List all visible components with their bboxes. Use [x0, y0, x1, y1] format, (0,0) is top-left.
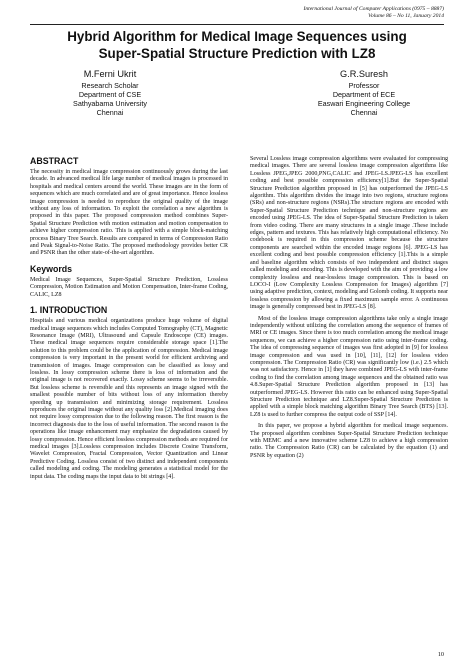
- page-number: 10: [437, 651, 444, 658]
- left-column: [30, 156, 228, 485]
- introduction-text: Hospitals and various medical organizations produce huge volume of digital medical image sequences which includes Computed Tomography (CT), Magnetic Resonance Image (MRI), Ultrasound and Capsule Endoscope (CE) images. These medical image sequences require considerable storage space [1].The solution to this problem could be the application of compression. Medical image compression is very important in the present world for efficient archiving and transmission of images. Image compression can be classified as lossy and lossless. In lossy compression scheme there is loss of information and the original image is not recovered exactly. Lossy scheme seems to be irreversible. But lossless scheme is reversible and this represents an image signed with the smallest possible number of bits without loss of any information thereby speeding up transmission and minimizing storage requirement. Lossless reproduces the original image without any quality loss [2].Medical imaging does not require lossy compression due to the following reason. The first reason is the incorrect diagnosis due to the loss of useful information. The second reason is the operations like image enhancement may emphasize the degradations caused by lossy compression. Hence efficient lossless compression methods are required for medical images [3].Lossless compression includes Discrete Cosine Transform, Wavelet Compression, Fractal Compression, Vector Quantization and Linear Predictive Coding. Lossless consist of two distinct and independent components called modeling and coding. The modeling generates a statistical model for the input data. The coding maps the input data to bit strings [4].: [30, 318, 228, 480]
- author-role: Professor: [348, 80, 380, 90]
- abstract-text: The necessity in medical image compression continuously grows during the last decade. In advanced medical life large number of medical images is processed in hospitals and medical centers around the world. These images are in the form of sequences which are much correlated and are of great importance. Hence lossless image compression is needed to reproduce the original quality of the image without any loss of information. To exploit the correlation a new algorithm is proposed in this paper. The proposed compression method combines Super-Spatial Structure Prediction with motion estimation and motion compensation to achieve higher compression ratio. This is applied with a simple block-matching process Binary Tree Search. Results are compared in terms of Compression Ratio and Peak Signal-to-Noise Ratio. The proposed methodology provides better CR and PSNR than the other state-of-the-art algorithm.: [30, 169, 228, 257]
- journal-volume: Volume 86 – No 11, January 2014: [368, 13, 444, 19]
- author-city: Chennai: [350, 108, 378, 118]
- author-organization: Sathyabama University: [73, 98, 147, 108]
- author-block-1: [30, 69, 190, 117]
- author-role: Research Scholar: [81, 80, 139, 90]
- header-rule: [30, 24, 444, 25]
- keywords-text: Medical Image Sequences, Super-Spatial Structure Prediction, Lossless Compression, Motion Estimation and Motion Compensation, Inter-frame Coding, CALIC, LZ8: [30, 276, 228, 298]
- body-paragraph: In this paper, we propose a hybrid algorithm for medical image sequences. The proposed algorithm combines Super-Spatial Structure Prediction technique with MEMC and a new innovative scheme LZ8 to achieve a high compression ratio. The Compression Ratio (CR) can be calculated by the equation (1) and PSNR by equation (2): [250, 423, 448, 459]
- author-organization: Easwari Engineering College: [317, 98, 411, 108]
- author-city: Chennai: [96, 108, 124, 118]
- journal-header: [303, 6, 444, 20]
- paper-title-line-2: Super-Spatial Structure Prediction with LZ8: [98, 46, 376, 61]
- author-name: M.Ferni Ukrit: [83, 69, 137, 79]
- author-block-2: [284, 69, 444, 117]
- author-name: G.R.Suresh: [340, 69, 388, 79]
- author-department: Department of ECE: [332, 89, 396, 99]
- abstract-heading: ABSTRACT: [30, 156, 79, 166]
- paper-title: [30, 28, 444, 62]
- body-paragraph: Several Lossless image compression algorithms were evaluated for compressing medical images. There are several lossless image compression algorithms like Lossless JPEG,JPEG 2000,PNG,CALIC and JPEG-LS.JPEG-LS has excellent coding and best possible compression efficiency[1].But the Super-Spatial Structure Prediction algorithm proposed in [5] has outperformed the JPEG-LS algorithm. This algorithm divides the image into two regions, structure regions (SRs) and non-structure regions (NSRs).The structure regions are encoded with Super-Spatial Structure Prediction technique and non-structure regions are encoded using JPEG-LS. The idea of Super-Spatial Structure Prediction is taken from video coding. There are many structures in a single image .These include edges, pattern and textures. This has relatively high computational efficiency. No codebook is required in this compression scheme because the structure components are searched within the encoded image regions [6]. JPEG-LS has excellent coding and best possible compression efficiency [1].This is a simple and baseline algorithm which consists of two independent and distinct stages called modeling and encoding. This is developed with the aim of providing a low complexity lossless and near-lossless image compression. This is based on LOCO-I (Low Complexity Lossless Compression for Images) algorithm [7] using adaptive prediction, context, modeling and Golomb coding. It supports near lossless compression by allowing a fixed maximum sample error. A continuous image is generally compressed best in JPEG-LS [8].: [250, 156, 448, 311]
- body-paragraph: Most of the lossless image compression algorithms take only a single image independently without utilizing the correlation among the sequence of frames of MRI or CE images. Since there is too much correlation among the medical image sequences, we can achieve a higher compression ratio using inter-frame coding. The idea of compressing sequence of images was first adopted in [9] for lossless image compression and was used in [10], [11], [12] for lossless video compression. The Compression Ratio (CR) was significantly low (i.e.) 2.5 which was not satisfactory. Hence in [1] they have combined JPEG-LS with inter-frame coding to find the correlation among image sequences and the obtained ratio was 4.8.Super-Spatial Structure Prediction algorithm proposed in [13] has outperformed JPEG-LS. However this ratio can be enhanced using Super-Spatial Structure Prediction technique and LZ8.Super-Spatial Structure Prediction is applied with a simple block matching algorithm Binary Tree Search (BTS) [13]. LZ8 is used to further compress the output code of SSP [14].: [250, 315, 448, 418]
- journal-name: International Journal of Computer Applications (0975 – 8887): [303, 6, 444, 12]
- right-column: [250, 156, 448, 464]
- keywords-heading: Keywords: [30, 263, 73, 274]
- author-department: Department of CSE: [78, 89, 142, 99]
- introduction-heading: 1. INTRODUCTION: [30, 305, 108, 316]
- paper-title-line-1: Hybrid Algorithm for Medical Image Sequences using: [67, 29, 407, 44]
